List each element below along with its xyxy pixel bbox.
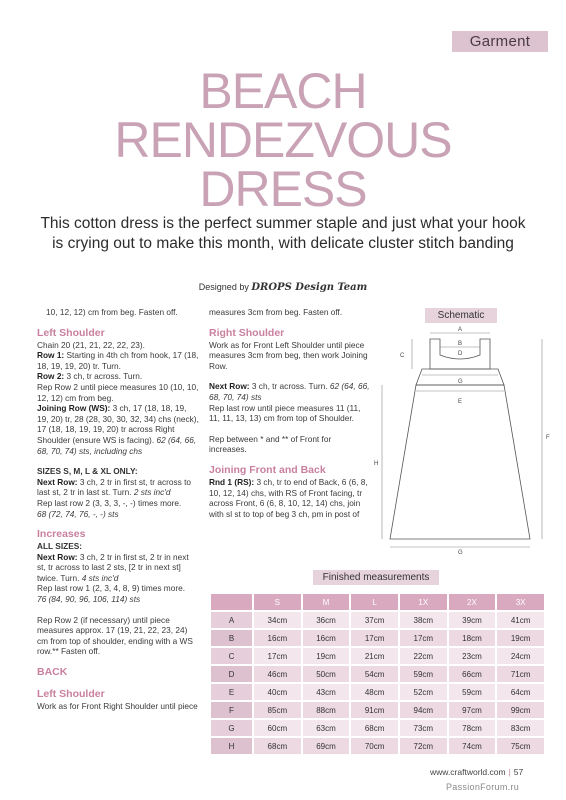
c2-rep-between: Rep between * and ** of Front for increases. bbox=[209, 433, 332, 455]
table-row bbox=[210, 737, 545, 755]
inc-next-row-text: 3 ch, 2 tr in first st, 2 tr in next st, tr across to last 2 sts, [2 tr in next st] twice. Turn. bbox=[37, 551, 189, 583]
size-header: 2X bbox=[448, 593, 497, 611]
measurement-cell: 48cm bbox=[350, 683, 399, 701]
dress-outline bbox=[390, 339, 530, 539]
schematic-letter-g-top: G bbox=[458, 379, 463, 385]
table-row bbox=[210, 665, 545, 683]
size-header: M bbox=[302, 593, 351, 611]
measurement-cell: 72cm bbox=[399, 737, 448, 755]
c2-next-row-instruction bbox=[209, 381, 371, 402]
rnd1-text: 3 ch, tr to end of Back, 6 (6, 8, 10, 12, 14) chs, with RS of Front facing, tr across Front, 6 (6, 8, 10, 12, 14) chs, join with sl st to top of beg 3 ch, pm in post of bbox=[209, 476, 368, 519]
measurement-cell: 19cm bbox=[496, 629, 545, 647]
measurement-cell: 88cm bbox=[302, 701, 351, 719]
schematic-letter-a: A bbox=[458, 327, 463, 333]
measurements-table bbox=[209, 592, 546, 756]
size-header: 1X bbox=[399, 593, 448, 611]
back-left-shoulder-heading: Left Shoulder bbox=[37, 688, 105, 701]
measurement-cell: 68cm bbox=[350, 719, 399, 737]
inc-next-row-instruction bbox=[37, 552, 199, 584]
title-line-1: BEACH bbox=[199, 63, 367, 119]
measurement-cell: 59cm bbox=[448, 683, 497, 701]
column2-intro: measures 3cm from beg. Fasten off. bbox=[209, 307, 343, 317]
measurement-cell: 21cm bbox=[350, 647, 399, 665]
measurement-cell: 59cm bbox=[399, 665, 448, 683]
row2-label: Row 2: bbox=[37, 371, 65, 382]
measurement-letter: A bbox=[210, 611, 253, 629]
measurement-cell: 22cm bbox=[399, 647, 448, 665]
joining-row-count: 62 (64, 66, 68, 70, 74) sts, including chs bbox=[37, 434, 197, 456]
inc-rep-row-count: 76 (84, 90, 96, 106, 114) sts bbox=[37, 594, 141, 605]
schematic-letter-e: E bbox=[458, 399, 463, 405]
increases-heading: Increases bbox=[37, 528, 86, 541]
next-row-label: Next Row: bbox=[37, 476, 78, 487]
joining-row-instruction bbox=[37, 403, 199, 456]
rep-row2-instruction: Rep Row 2 until piece measures 10 (10, 10, 12, 12) cm from beg. bbox=[37, 381, 199, 403]
schematic-letter-c: C bbox=[400, 353, 405, 359]
size-header: 3X bbox=[496, 593, 545, 611]
measurement-cell: 54cm bbox=[350, 665, 399, 683]
measurement-cell: 69cm bbox=[302, 737, 351, 755]
inc-next-row-label: Next Row: bbox=[37, 551, 78, 562]
measurement-cell: 66cm bbox=[448, 665, 497, 683]
row2-text: 3 ch, tr across. Turn. bbox=[66, 371, 143, 382]
title-line-2: RENDEZVOUS bbox=[114, 112, 452, 168]
measurement-cell: 78cm bbox=[448, 719, 497, 737]
measure-lines bbox=[382, 333, 542, 547]
inc-rep-row-instruction: Rep last row 1 (2, 3, 4, 8, 9) times more. bbox=[37, 583, 186, 594]
joining-row-label: Joining Row (WS): bbox=[37, 403, 111, 414]
right-shoulder-text: Work as for Front Left Shoulder until piece measures 3cm from beg, then work Joining Row. bbox=[209, 339, 368, 371]
measurement-cell: 50cm bbox=[302, 665, 351, 683]
pattern-column-2 bbox=[209, 307, 371, 519]
inc-next-row-count: 4 sts inc'd bbox=[81, 572, 119, 583]
measurement-cell: 68cm bbox=[253, 737, 302, 755]
schematic-letter-d: D bbox=[458, 351, 463, 357]
measurement-cell: 38cm bbox=[399, 611, 448, 629]
measurement-cell: 18cm bbox=[448, 629, 497, 647]
c2-next-row-text: 3 ch, tr across. Turn. bbox=[251, 381, 328, 392]
measurement-cell: 16cm bbox=[253, 629, 302, 647]
measurement-cell: 64cm bbox=[496, 683, 545, 701]
table-row bbox=[210, 629, 545, 647]
measurement-cell: 41cm bbox=[496, 611, 545, 629]
size-header: L bbox=[350, 593, 399, 611]
pattern-column-1 bbox=[37, 307, 199, 712]
row1-text: Starting in 4th ch from hook, 17 (18, 18, 19, 19, 20) tr. Turn. bbox=[37, 350, 199, 371]
standfirst: This cotton dress is the perfect summer staple and just what your hook is crying out to make this month, with delicate cluster stitch banding bbox=[40, 215, 526, 252]
next-row-inc: 2 sts inc'd bbox=[133, 487, 171, 498]
table-row bbox=[210, 647, 545, 665]
c2-next-row-label: Next Row: bbox=[209, 381, 250, 392]
schematic-diagram bbox=[372, 325, 552, 555]
row1-instruction bbox=[37, 350, 199, 371]
measurement-cell: 17cm bbox=[350, 629, 399, 647]
size-header: S bbox=[253, 593, 302, 611]
table-row bbox=[210, 719, 545, 737]
schematic-letter-f: F bbox=[546, 435, 550, 441]
title-line-3: DRESS bbox=[199, 161, 367, 217]
measurement-cell: 73cm bbox=[399, 719, 448, 737]
measurement-cell: 74cm bbox=[448, 737, 497, 755]
sizes-heading: SIZES S, M, L & XL ONLY: bbox=[37, 466, 138, 477]
table-row bbox=[210, 611, 545, 629]
measurement-letter: H bbox=[210, 737, 253, 755]
measurement-letter: C bbox=[210, 647, 253, 665]
measurement-cell: 60cm bbox=[253, 719, 302, 737]
measurement-letter: G bbox=[210, 719, 253, 737]
back-heading: BACK bbox=[37, 666, 68, 679]
measurement-cell: 46cm bbox=[253, 665, 302, 683]
page-number: 57 bbox=[513, 767, 524, 777]
measurement-cell: 94cm bbox=[399, 701, 448, 719]
measurement-cell: 85cm bbox=[253, 701, 302, 719]
measurement-cell: 99cm bbox=[496, 701, 545, 719]
rep-last-row-count: 68 (72, 74, 76, -, -) sts bbox=[37, 508, 119, 519]
schematic-label: Schematic bbox=[425, 308, 497, 323]
measurement-cell: 16cm bbox=[302, 629, 351, 647]
measurement-cell: 34cm bbox=[253, 611, 302, 629]
watermark: PassionForum.ru bbox=[446, 782, 520, 792]
next-row-instruction bbox=[37, 477, 199, 498]
measurement-cell: 39cm bbox=[448, 611, 497, 629]
measurements-label: Finished measurements bbox=[313, 570, 439, 585]
measurement-cell: 75cm bbox=[496, 737, 545, 755]
measurement-cell: 52cm bbox=[399, 683, 448, 701]
measurement-cell: 36cm bbox=[302, 611, 351, 629]
schematic-letter-b: B bbox=[458, 341, 463, 347]
next-row-text: 3 ch, 2 tr in first st, tr across to last st, 2 tr in last st. Turn. bbox=[37, 476, 192, 498]
measurement-cell: 43cm bbox=[302, 683, 351, 701]
measurement-cell: 17cm bbox=[399, 629, 448, 647]
measurement-letter: B bbox=[210, 629, 253, 647]
measurement-cell: 17cm bbox=[253, 647, 302, 665]
designer-name: DROPS Design Team bbox=[251, 282, 368, 293]
measurement-cell: 24cm bbox=[496, 647, 545, 665]
all-sizes-heading: ALL SIZES: bbox=[37, 541, 83, 552]
right-shoulder-heading: Right Shoulder bbox=[209, 326, 285, 339]
skirt bbox=[390, 385, 530, 539]
joining-row-text: 3 ch, 17 (18, 18, 19, 19, 20) tr, 28 (28, 30, 30, 32, 34) chs (neck), 17 (18, 18, 19, 19, 20) tr across Right Shoulder (ensure WS is facing). bbox=[37, 403, 199, 445]
schematic-letter-g: G bbox=[458, 550, 463, 555]
designer-prefix: Designed by bbox=[198, 282, 249, 292]
c2-rep-last-row: Rep last row until piece measures 11 (11, 11, 11, 13, 13) cm from top of Shoulder. bbox=[209, 402, 361, 424]
measurement-cell: 71cm bbox=[496, 665, 545, 683]
chain-instruction: Chain 20 (21, 21, 22, 22, 23). bbox=[37, 339, 145, 350]
back-left-shoulder-text: Work as for Front Right Shoulder until piece bbox=[37, 701, 198, 712]
row2-instruction bbox=[37, 371, 199, 382]
row1-label: Row 1: bbox=[37, 350, 65, 361]
measurement-cell: 23cm bbox=[448, 647, 497, 665]
measurement-cell: 37cm bbox=[350, 611, 399, 629]
rep-row2-necessary: Rep Row 2 (if necessary) until piece measures approx. 17 (19, 21, 22, 23, 24) cm from top of shoulder, ending with a WS row.** Fasten off. bbox=[37, 614, 193, 657]
left-shoulder-heading: Left Shoulder bbox=[37, 326, 105, 339]
measurement-cell: 70cm bbox=[350, 737, 399, 755]
measurement-cell: 40cm bbox=[253, 683, 302, 701]
footer bbox=[430, 767, 523, 777]
designer-credit bbox=[0, 282, 566, 293]
table-row bbox=[210, 701, 545, 719]
table-row bbox=[210, 683, 545, 701]
column1-intro: 10, 12, 12) cm from beg. Fasten off. bbox=[46, 307, 178, 317]
measurement-letter: F bbox=[210, 701, 253, 719]
table-corner bbox=[210, 593, 253, 611]
rnd1-label: Rnd 1 (RS): bbox=[209, 476, 255, 487]
measurement-cell: 19cm bbox=[302, 647, 351, 665]
rep-last-row-instruction: Rep last row 2 (3, 3, 3, -, -) times more. bbox=[37, 497, 182, 508]
schematic-letter-h: H bbox=[374, 461, 379, 467]
measurement-cell: 91cm bbox=[350, 701, 399, 719]
joining-heading: Joining Front and Back bbox=[209, 463, 326, 476]
measurement-cell: 83cm bbox=[496, 719, 545, 737]
c2-next-row-count: 62 (64, 66, 68, 70, 74) sts bbox=[209, 381, 370, 402]
measurement-letter: D bbox=[210, 665, 253, 683]
section-tag: Garment bbox=[452, 31, 548, 52]
measurement-cell: 97cm bbox=[448, 701, 497, 719]
measurement-cell: 63cm bbox=[302, 719, 351, 737]
footer-url: www.craftworld.com bbox=[430, 767, 506, 777]
rnd1-instruction bbox=[209, 477, 371, 519]
footer-separator: | bbox=[508, 767, 511, 777]
table-header-row bbox=[210, 593, 545, 611]
measurement-letter: E bbox=[210, 683, 253, 701]
